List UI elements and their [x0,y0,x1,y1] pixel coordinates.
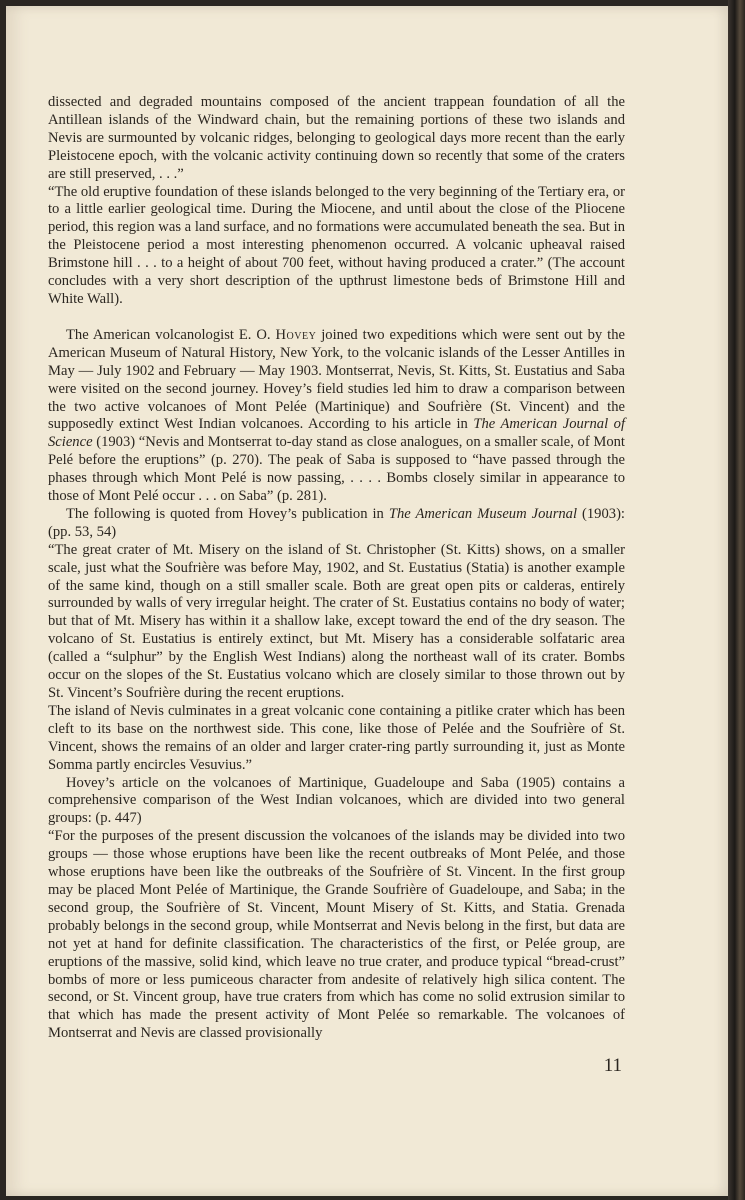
journal-title: The American Museum Journal [388,505,578,522]
paragraph-continued-quote: dissected and degraded mountains composed of the ancient trappean foundation of all the Antillean islands of the Windward chain, but the remaining portions of these two islands and Nevis are surmounted by volcanic ridges, belonging to geological days more recent than the early Pleistocene epoch, with the volcanic activity continuing down so recently that some of the craters are still preserved, . . .” [48,94,625,182]
page-text [48,94,625,1043]
page-number: 11 [603,1055,622,1076]
paragraph-hovey-expeditions [48,327,625,506]
paragraph-old-eruptive-foundation: “The old eruptive foundation of these islands belonged to the very beginning of the Tertiary era, or to a little earlier geological time. During the Miocene, and until about the close of the Pliocene period, this region was a land surface, and no formations were accumulated beneath the sea. But in the Pleistocene period a most interesting phenomenon occurred. A volcanic upheaval raised Brimstone hill . . . to a height of about 700 feet, without having produced a crater.” (The account concludes with a very short description of the upthrust limestone beds of Brimstone Hill and White Wall). [48,183,625,307]
text-segment: The American volcanologist E. O. [66,326,276,343]
text-segment: The following is quoted from Hovey’s publication in [66,505,389,522]
journal-title: The American Journal of Science [48,416,625,451]
text-segment: (1903) “Nevis and Montserrat to-day stand as close analogues, on a smaller scale, of Mont Pelé before the eruptions” (p. 270). The peak of Saba is supposed to “have passed through the phases through which Mont Pelé is now passing, . . . . Bombs closely similar in appearance to those of Mont Pelé occur . . . on Saba” (p. 281). [48,434,625,505]
text-segment: joined two expeditions which were sent out by the American Museum of Natural History, New York, to the volcanic islands of the Lesser Antilles in May — July 1902 and February — May 1903. Montserrat, Nevis, St. Kitts, St. Eustatius and Saba were visited on the second journey. Hovey’s field studies led him to draw a comparison between the two active volcanoes of Mont Pelée (Martinique) and Soufrière (St. Vincent) and the supposedly extinct West Indian volcanoes. According to his article in [48,326,625,433]
paragraph-nevis-quote: The island of Nevis culminates in a great volcanic cone containing a pitlike crater which has been cleft to its base on the northwest side. This cone, like those of Pelée and the Soufrière of St. Vincent, shows the remains of an older and larger crater-ring partly surrounding it, just as Monte Somma partly encircles Vesuvius.” [48,702,625,773]
page-edge-shadow [728,0,745,1200]
paragraph-hovey-1905: Hovey’s article on the volcanoes of Martinique, Guadeloupe and Saba (1905) contains a comprehensive comparison of the West Indian volcanoes, which are divided into two general groups: (p. 447) [48,774,625,827]
paragraph-mt-misery-quote: “The great crater of Mt. Misery on the island of St. Christopher (St. Kitts) shows, on a smaller scale, just what the Soufrière was before May, 1902, and St. Eustatius (Statia) is another example of the same kind, though on a still smaller scale. Both are great open pits or calderas, entirely surrounded by walls of very irregular height. The crater of St. Eustatius contains no body of water; but that of Mt. Misery has within it a shallow lake, except toward the end of the dry season. The volcano of St. Eustatius is entirely extinct, but Mt. Misery has a considerable solfataric area (called a “sulphur” by the English West Indians) along the northeast wall of its crater. Bombs occur on the slopes of the St. Eustatius volcano which are closely similar to those thrown out by St. Vincent’s Soufrière during the recent eruptions. [48,541,625,701]
paragraph-two-groups-quote: “For the purposes of the present discussion the volcanoes of the islands may be divided into two groups — those whose eruptions have been like the recent outbreaks of Mont Pelée, and those whose eruptions have been like the outbreaks of the Soufrière of St. Vincent. In the first group may be placed Mont Pelée of Martinique, the Grande Soufrière of Guadeloupe, and Saba; in the second group, the Soufrière of St. Vincent, Mount Misery of St. Kitts, and Statia. Grenada probably belongs in the second group, while Montserrat and Nevis belong in the first, but data are not yet at hand for definite classification. The characteristics of the first, or Pelée group, are eruptions of the massive, solid kind, which leave no true crater, and produce typical “bread-crust” bombs of more or less pumiceous character from andesite of relatively high silica content. The second, or St. Vincent group, have true craters from which has come no solid extrusion similar to that which has made the present activity of Mont Pelée so remarkable. The volcanoes of Montserrat and Nevis are classed provisionally [48,828,625,1042]
paragraph-quoted-from [48,506,625,542]
author-name-hovey: Hovey [275,326,317,343]
text-segment: (1903): (pp. 53, 54) [48,505,625,540]
